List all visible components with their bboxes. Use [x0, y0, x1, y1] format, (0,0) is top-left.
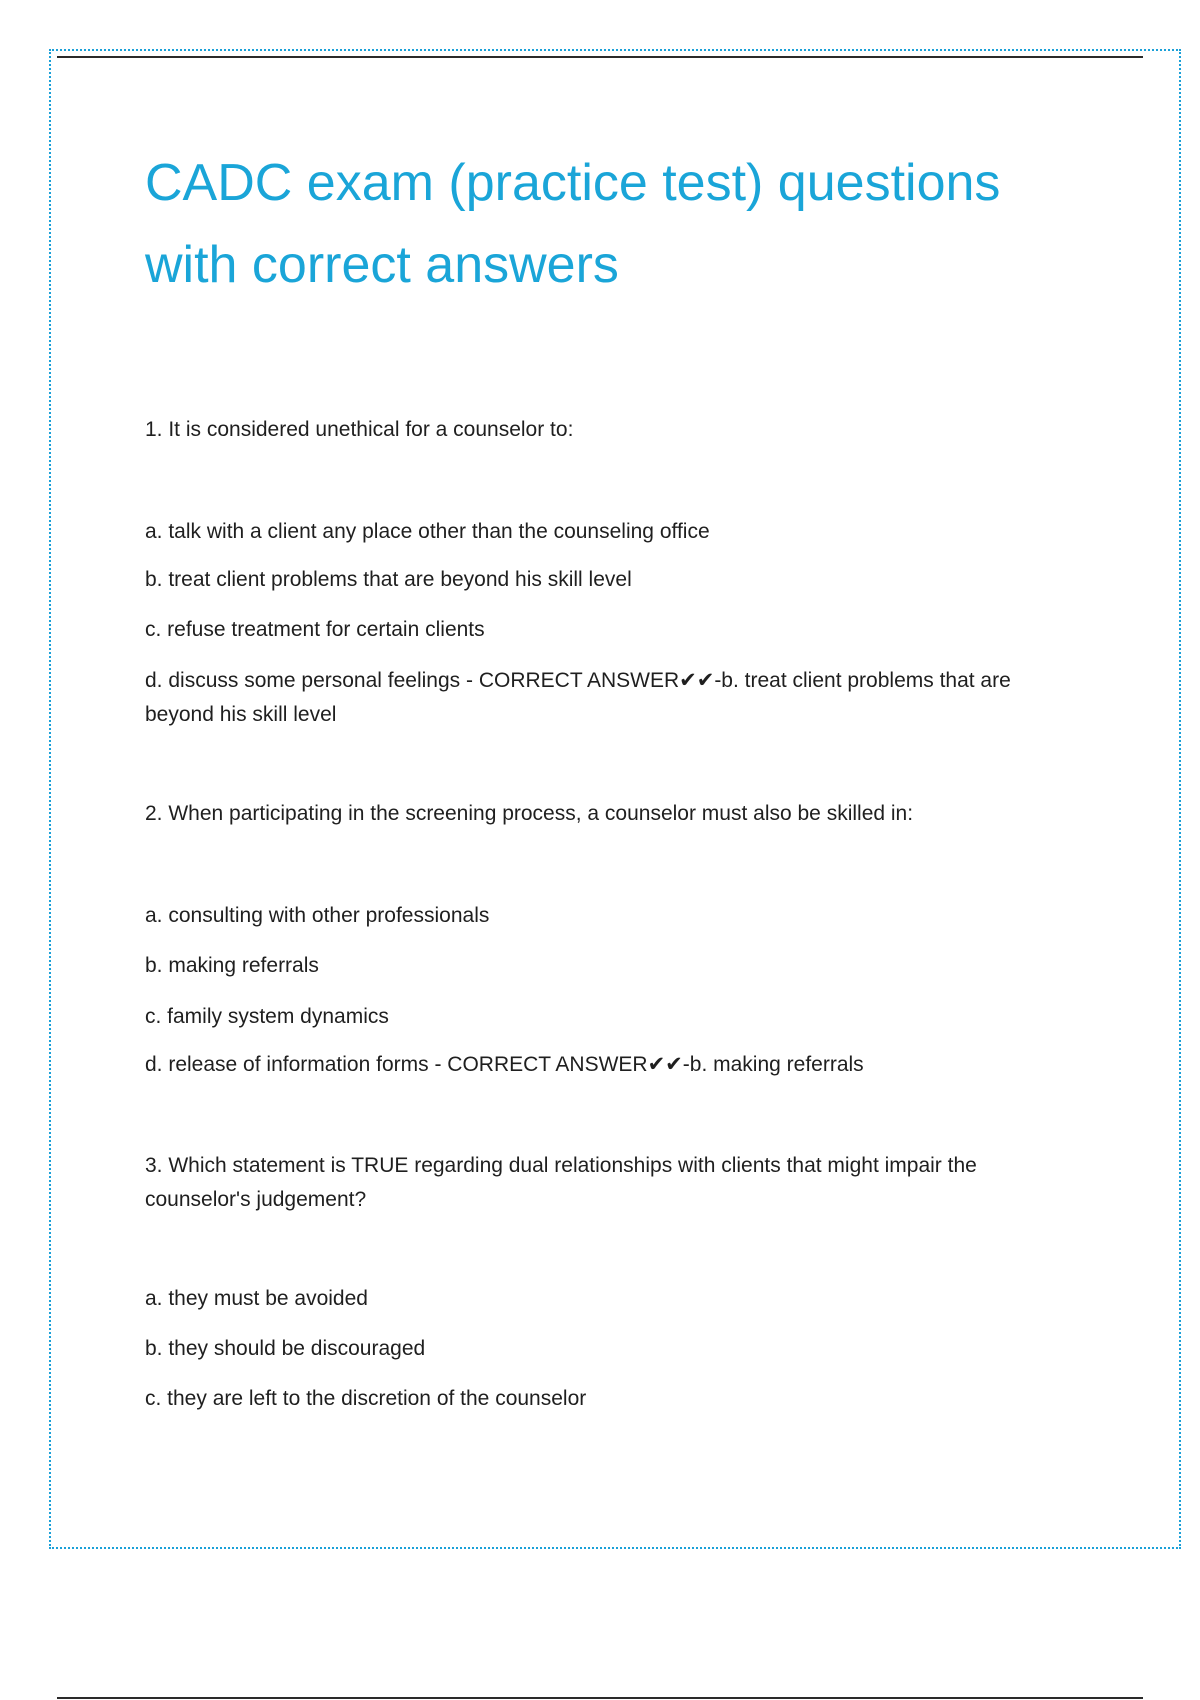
- question-2-option-d: d. release of information forms - CORRECT ANSWER✔✔-b. making referrals: [145, 1053, 864, 1076]
- question-1-option-a: a. talk with a client any place other than the counseling office: [145, 520, 710, 543]
- question-3-option-b: b. they should be discouraged: [145, 1337, 426, 1360]
- question-1-option-d: d. discuss some personal feelings - CORRECT ANSWER✔✔-b. treat client problems that are beyond his skill level: [145, 669, 1011, 726]
- question-2-option-a: a. consulting with other professionals: [145, 904, 490, 927]
- question-1: 1. It is considered unethical for a counselor to:: [145, 418, 574, 441]
- question-2-option-b: b. making referrals: [145, 954, 319, 977]
- question-3-option-a: a. they must be avoided: [145, 1287, 368, 1310]
- document-title: CADC exam (practice test) questions with correct answers: [145, 154, 1001, 294]
- question-2-option-c: c. family system dynamics: [145, 1005, 389, 1028]
- bottom-divider: [57, 1697, 1143, 1699]
- question-1-option-c: c. refuse treatment for certain clients: [145, 618, 485, 641]
- question-1-option-b: b. treat client problems that are beyond his skill level: [145, 568, 632, 591]
- top-divider: [57, 56, 1143, 58]
- question-2: 2. When participating in the screening process, a counselor must also be skilled in:: [145, 802, 914, 825]
- question-3-option-c: c. they are left to the discretion of the counselor: [145, 1387, 587, 1410]
- question-3: 3. Which statement is TRUE regarding dual relationships with clients that might impair the counselor's judgement?: [145, 1154, 977, 1211]
